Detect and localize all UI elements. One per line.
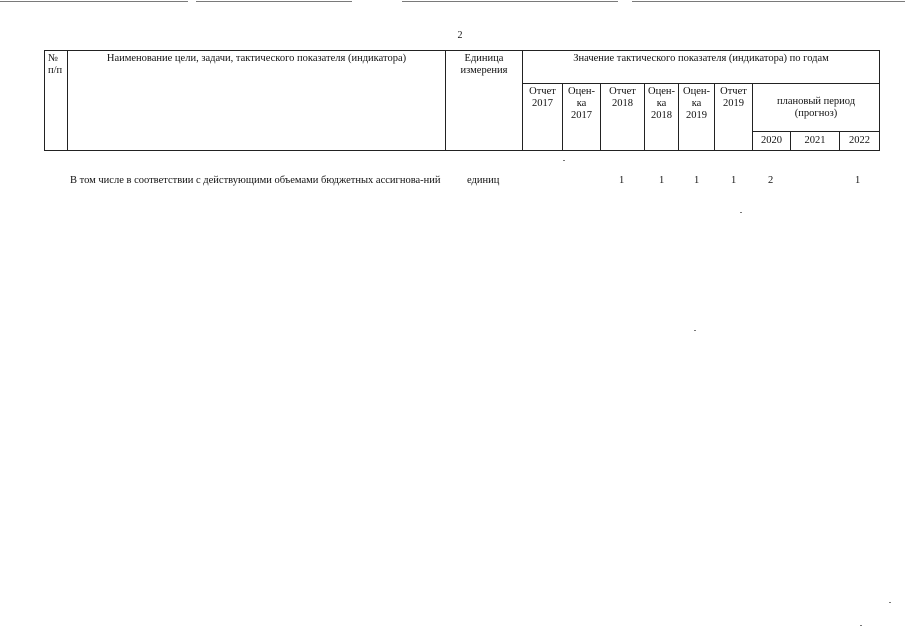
scan-speck <box>860 625 862 626</box>
row-year-2022: 1 <box>855 175 861 186</box>
row-estimate-2018: 1 <box>659 175 665 186</box>
scan-top-rule <box>632 1 905 2</box>
scan-speck <box>889 602 891 603</box>
row-unit: единиц <box>467 175 500 186</box>
header-year-2022: 2022 <box>840 132 880 151</box>
row-year-2020: 2 <box>768 175 774 186</box>
row-report-2019: 1 <box>731 175 737 186</box>
header-value-group: Значение тактического показателя (индикатора) по годам <box>523 51 880 84</box>
scan-speck <box>563 160 565 161</box>
header-unit: Единица измерения <box>446 51 523 151</box>
page-number: 2 <box>457 30 463 41</box>
header-estimate-2018: Оцен-ка 2018 <box>645 84 679 151</box>
header-estimate-2019: Оцен-ка 2019 <box>679 84 715 151</box>
row-report-2018: 1 <box>619 175 625 186</box>
scan-top-rule <box>0 1 188 2</box>
row-name: В том числе в соответствии с действующими объемами бюджетных ассигнова-ний <box>70 175 441 186</box>
scan-speck <box>740 212 742 213</box>
header-year-2020: 2020 <box>753 132 791 151</box>
header-report-2017: Отчет 2017 <box>523 84 563 151</box>
header-year-2021: 2021 <box>791 132 840 151</box>
header-report-2018: Отчет 2018 <box>601 84 645 151</box>
header-name: Наименование цели, задачи, тактического показателя (индикатора) <box>68 51 446 151</box>
indicator-table-header <box>44 50 880 151</box>
header-report-2019: Отчет 2019 <box>715 84 753 151</box>
scan-top-rule <box>402 1 618 2</box>
header-num: № п/п <box>45 51 68 151</box>
header-estimate-2017: Оцен-ка 2017 <box>563 84 601 151</box>
scan-speck <box>694 330 696 331</box>
row-estimate-2019: 1 <box>694 175 700 186</box>
scan-top-rule <box>196 1 352 2</box>
header-planned-period: плановый период (прогноз) <box>753 84 880 132</box>
